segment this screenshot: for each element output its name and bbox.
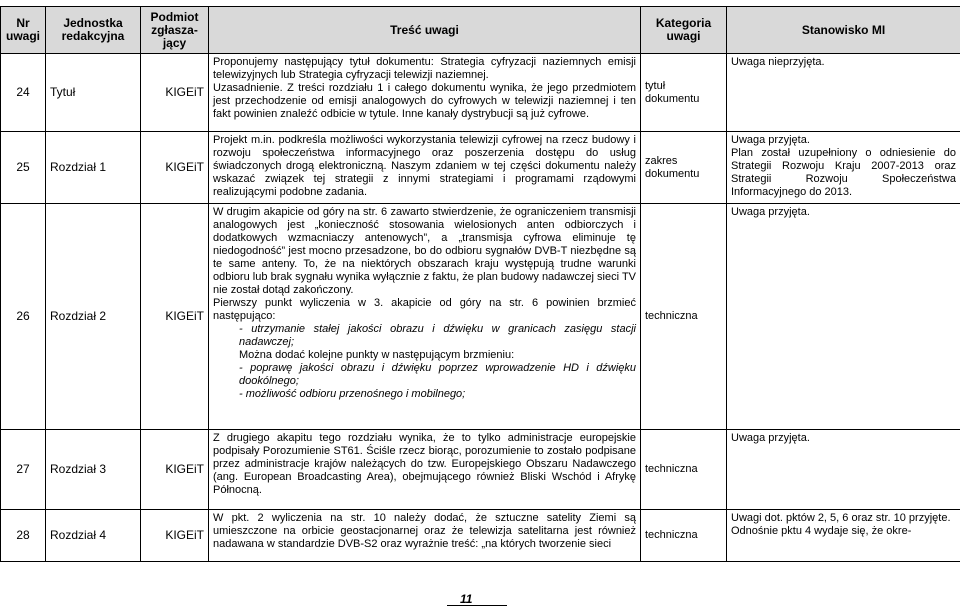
row-category: tytuł dokumentu [641,54,727,132]
row-unit: Rozdział 2 [46,204,141,430]
row-content [209,204,641,430]
content-paragraph: Projekt m.in. podkreśla możliwości wykorzystania telewizji cyfrowej na rzecz budowy i rozwoju społeczeństwa informacyjnego oraz poszerzenia dostępu do usług świadczonych drogą elektroniczną. Naszym zdaniem w tej części dokumentu należy wskazać związek tej strategii z innymi strategiami i programami rządowymi realizującymi podobne zadania. [213,134,636,198]
header-category: Kategoria uwagi [641,7,727,54]
row-content [209,54,641,132]
row-unit: Rozdział 4 [46,510,141,562]
header-submitter: Podmiot zgłasza-jący [141,7,209,54]
content-paragraph: Można dodać kolejne punkty w następującym brzmieniu: [239,349,515,361]
comments-table [0,6,960,562]
position-text: Uwaga przyjęta. [731,432,810,444]
row-position [727,132,960,204]
header-nr: Nr uwagi [1,7,46,54]
content-list-item: - poprawę jakości obrazu i dźwięku poprzez wprowadzenie HD i dźwięku dookólnego; [239,362,636,387]
header-content: Treść uwagi [209,7,641,54]
table-row [1,430,960,510]
row-submitter: KIGEiT [141,132,209,204]
row-position [727,510,960,562]
content-paragraph: Uzasadnienie. Z treści rozdziału 1 i całego dokumentu wynika, że jego przedmiotem jest przechodzenie od emisji analogowych do cyfrowych w telewizji naziemnej i ten fakt powinien znaleźć odbicie w tytule. Inne kanały dystrybucji są już cyfrowe. [213,82,636,120]
position-text: Plan został uzupełniony o odniesienie do Strategii Rozwoju Kraju 2007-2013 oraz Strategii Rozwoju Społeczeństwa Informacyjnego do 2013. [731,147,956,198]
row-submitter: KIGEiT [141,510,209,562]
row-nr: 24 [1,54,46,132]
content-list-item: - utrzymanie stałej jakości obrazu i dźwięku w granicach zasięgu stacji nadawczej; [239,323,636,348]
position-text: Uwaga nieprzyjęta. [731,56,825,68]
row-content [209,132,641,204]
row-content [209,430,641,510]
content-paragraph: W drugim akapicie od góry na str. 6 zawarto stwierdzenie, że ograniczeniem transmisji analogowych jest „konieczność stosowania wielosionych anten odbiorczych i dodatkowych wzmacniaczy antenowych”, a „transmisja cyfrowa eliminuje tę niedogodność” jest mocno przesadzone, bo do odbioru sygnałów DVB-T niezbędne są te same anteny. To, że na niektórych obszarach kraju występują trudne warunki odbioru lub brak sygnału wynika wyłącznie z faktu, że plan budowy nadawczej sieci TV nie został dotąd zakończony. [213,206,636,296]
table-row [1,54,960,132]
content-paragraph: W pkt. 2 wyliczenia na str. 10 należy dodać, że sztuczne satelity Ziemi są umieszczone na orbicie geostacjonarnej oraz że telewizja satelitarna jest również nadawana w standardzie DVB-S2 oraz wyrażnie treść: „na których tworzenie sieci [213,512,636,550]
position-text: Uwaga przyjęta. [731,134,810,146]
row-position [727,430,960,510]
row-unit: Tytuł [46,54,141,132]
header-position: Stanowisko MI [727,7,960,54]
row-unit: Rozdział 3 [46,430,141,510]
row-category: techniczna [641,430,727,510]
row-nr: 26 [1,204,46,430]
row-nr: 27 [1,430,46,510]
table-row [1,132,960,204]
row-nr: 25 [1,132,46,204]
row-content [209,510,641,562]
header-row [1,7,960,54]
content-paragraph: Z drugiego akapitu tego rozdziału wynika, że to tylko administracje europejskie podpisały Porozumienie ST61. Ściśle rzecz biorąc, porozumienie to zostało podpisane przez administracje krajów należących do tzw. Europejskiego Obszaru Nadawczego (ang. European Broadcasting Area), obejmującego również Bliski Wschód i Afrykę Północną. [213,432,636,496]
position-text: Uwagi dot. pktów 2, 5, 6 oraz str. 10 przyjęte. [731,512,951,524]
row-category: techniczna [641,204,727,430]
header-unit: Jednostka redakcyjna [46,7,141,54]
row-category: techniczna [641,510,727,562]
row-position [727,204,960,430]
row-unit: Rozdział 1 [46,132,141,204]
content-list-item: - możliwość odbioru przenośnego i mobilnego; [239,388,466,400]
content-paragraph: Pierwszy punkt wyliczenia w 3. akapicie od góry na str. 6 powinien brzmieć następująco: [213,297,636,322]
row-submitter: KIGEiT [141,54,209,132]
table-row [1,510,960,562]
row-submitter: KIGEiT [141,204,209,430]
content-paragraph: Proponujemy następujący tytuł dokumentu: Strategia cyfryzacji naziemnych emisji telewizyjnych lub Strategia cyfryzacji telewizji naziemnej. [213,56,636,81]
row-position [727,54,960,132]
page-number: 11 [460,592,473,606]
row-category: zakres dokumentu [641,132,727,204]
table-row [1,204,960,430]
row-submitter: KIGEiT [141,430,209,510]
row-nr: 28 [1,510,46,562]
position-text: Uwaga przyjęta. [731,206,810,218]
position-text: Odnośnie pktu 4 wydaje się, że okre- [731,525,912,537]
